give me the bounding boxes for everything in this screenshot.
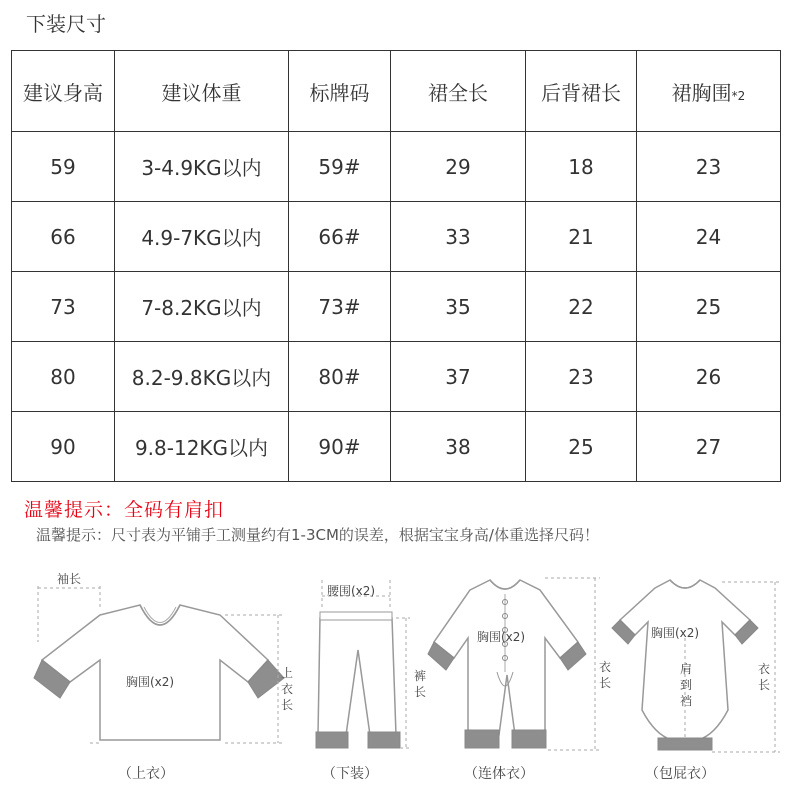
table-cell: 18 [526,132,637,202]
table-row [12,132,781,202]
col-header-height: 建议身高 [12,51,115,132]
table-cell: 73# [289,272,391,342]
table-header-row [12,51,781,132]
table-cell: 66# [289,202,391,272]
table-cell: 90 [12,412,115,482]
romper-caption: （连体衣） [464,766,534,782]
garment-diagrams [0,560,790,760]
top-garment-figure [34,586,284,743]
tip-red: 温馨提示：全码有肩扣 [24,499,225,521]
table-cell: 26 [637,342,781,412]
table-row [12,342,781,412]
table-cell: 66 [12,202,115,272]
top-length-label: 上衣长 [281,666,294,712]
top-chest-label: 胸围(x2) [126,675,175,689]
col-header-total-length: 裙全长 [391,51,526,132]
table-cell: 59# [289,132,391,202]
romper-chest-label: 胸围(x2) [477,630,526,644]
table-row [12,272,781,342]
size-table [11,50,781,482]
bodysuit-length-label: 衣长 [758,662,771,692]
table-cell: 33 [391,202,526,272]
table-cell: 90# [289,412,391,482]
top-sleeve-label: 袖长 [57,572,82,586]
table-cell: 59 [12,132,115,202]
pants-length-label: 裤长 [414,669,427,699]
romper-garment-figure [428,578,600,750]
bodysuit-caption: （包屁衣） [645,766,715,782]
table-cell: 8.2-9.8KG以内 [115,342,289,412]
page-title: 下装尺寸 [26,12,106,36]
table-row [12,412,781,482]
col-header-chest: 裙胸围*2 [637,51,781,132]
table-cell: 23 [637,132,781,202]
table-cell: 25 [637,272,781,342]
table-cell: 35 [391,272,526,342]
top-caption: （上衣） [118,766,174,782]
table-cell: 80# [289,342,391,412]
table-cell: 7-8.2KG以内 [115,272,289,342]
table-cell: 73 [12,272,115,342]
table-cell: 25 [526,412,637,482]
col-header-tag: 标牌码 [289,51,391,132]
bodysuit-crotch-label: 肩到裆 [680,662,693,708]
col-header-back-length: 后背裙长 [526,51,637,132]
romper-length-label: 衣长 [599,660,612,690]
col-header-weight: 建议体重 [115,51,289,132]
bodysuit-garment-figure [612,580,780,752]
tip-gray: 温馨提示：尺寸表为平铺手工测量约有1-3CM的误差，根据宝宝身高/体重选择尺码！ [36,526,599,544]
table-cell: 27 [637,412,781,482]
table-cell: 9.8-12KG以内 [115,412,289,482]
table-cell: 29 [391,132,526,202]
table-cell: 22 [526,272,637,342]
pants-garment-figure [316,580,410,748]
table-cell: 37 [391,342,526,412]
table-cell: 24 [637,202,781,272]
table-cell: 4.9-7KG以内 [115,202,289,272]
bodysuit-chest-label: 胸围(x2) [651,626,700,640]
pants-caption: （下装） [322,766,378,782]
table-cell: 3-4.9KG以内 [115,132,289,202]
pants-waist-label: 腰围(x2) [327,584,376,598]
table-cell: 23 [526,342,637,412]
table-cell: 38 [391,412,526,482]
table-row [12,202,781,272]
table-cell: 21 [526,202,637,272]
table-cell: 80 [12,342,115,412]
